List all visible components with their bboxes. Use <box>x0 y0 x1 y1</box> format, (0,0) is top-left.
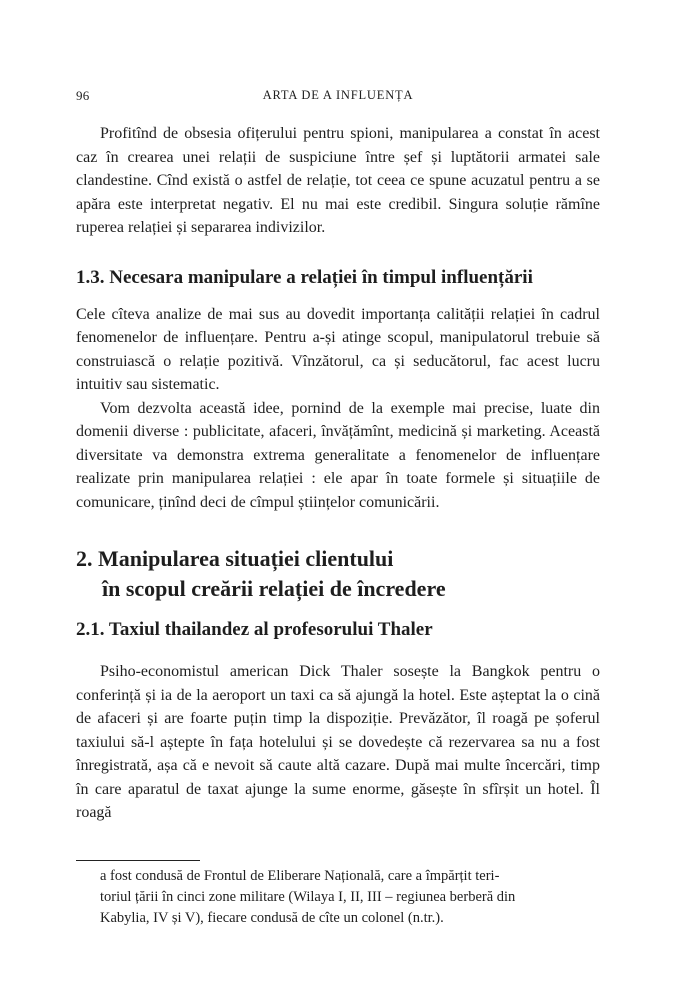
chapter-heading-2-line1: 2. Manipularea situației clientului <box>76 546 394 571</box>
chapter-heading-2 <box>76 544 600 604</box>
footnote-line: a fost condusă de Frontul de Eliberare Națională, care a împărțit teri- <box>100 868 500 884</box>
footnote-line: toriul țării în cinci zone militare (Wilaya I, II, III – regiunea berberă din <box>100 889 516 905</box>
footnote <box>100 866 600 929</box>
running-header <box>76 88 600 108</box>
running-title: ARTA DE A INFLUENȚA <box>262 88 414 102</box>
footnote-line: Kabylia, IV și V), fiecare condusă de cîte un colonel (n.tr.). <box>100 910 444 926</box>
section-heading-2-1: 2.1. Taxiul thailandez al profesorului Thaler <box>76 619 433 640</box>
footnote-rule <box>76 860 200 861</box>
paragraph-examples: Vom dezvolta această idee, pornind de la exemple mai precise, luate din domenii diverse : publicitate, afaceri, învățămînt, medicină și marketing. Această diversitate va demonstra extrema generalitate a fenomenelor de influențare realizate prin manipularea relației : ele apar în toate formele și situațiile de comunicare, ținînd deci de cîmpul științelor comunicării. <box>76 399 600 511</box>
paragraph-spy-obsession: Profitînd de obsesia ofițerului pentru spioni, manipularea a constat în acest caz în crearea unei relații de suspiciune între șef și luptătorii armatei sale clandestine. Cînd există o astfel de relație, tot ceea ce spune acuzatul pentru a se apăra este interpretat negativ. El nu mai este credibil. Singura soluție rămîne ruperea relației și separarea indivizilor. <box>76 125 600 236</box>
chapter-heading-2-line2: în scopul creării relației de încredere <box>102 576 446 601</box>
paragraph-relation-quality: Cele cîteva analize de mai sus au dovedit importanța calității relației în cadrul fenomenelor de influențare. Pentru a-și atinge scopul, manipulatorul trebuie să construiască o relație pozitivă. Vînzătorul, ca și seducătorul, fac acest lucru intuitiv sau sistematic. <box>76 305 600 393</box>
page-body <box>76 122 600 825</box>
section-heading-1-3: 1.3. Necesara manipulare a relației în timpul influențării <box>76 266 533 288</box>
paragraph-thaler-taxi: Psiho-economistul american Dick Thaler sosește la Bangkok pentru o conferință și ia de la aeroport un taxi ca să ajungă la hotel. Este așteptat la o cină de afaceri și are foarte puțin timp la dispoziție. Prevăzător, îl roagă pe șoferul taxiului să-l aștepte în fața hotelului și se dovedește că rezervarea sa nu a fost înregistrată, așa că e nevoit să caute altă cazare. După mai multe încercări, timp în care aparatul de taxat ajunge la sume enorme, găsește în sfîrșit un hotel. Îl roagă <box>76 663 600 821</box>
page-number: 96 <box>76 88 90 103</box>
